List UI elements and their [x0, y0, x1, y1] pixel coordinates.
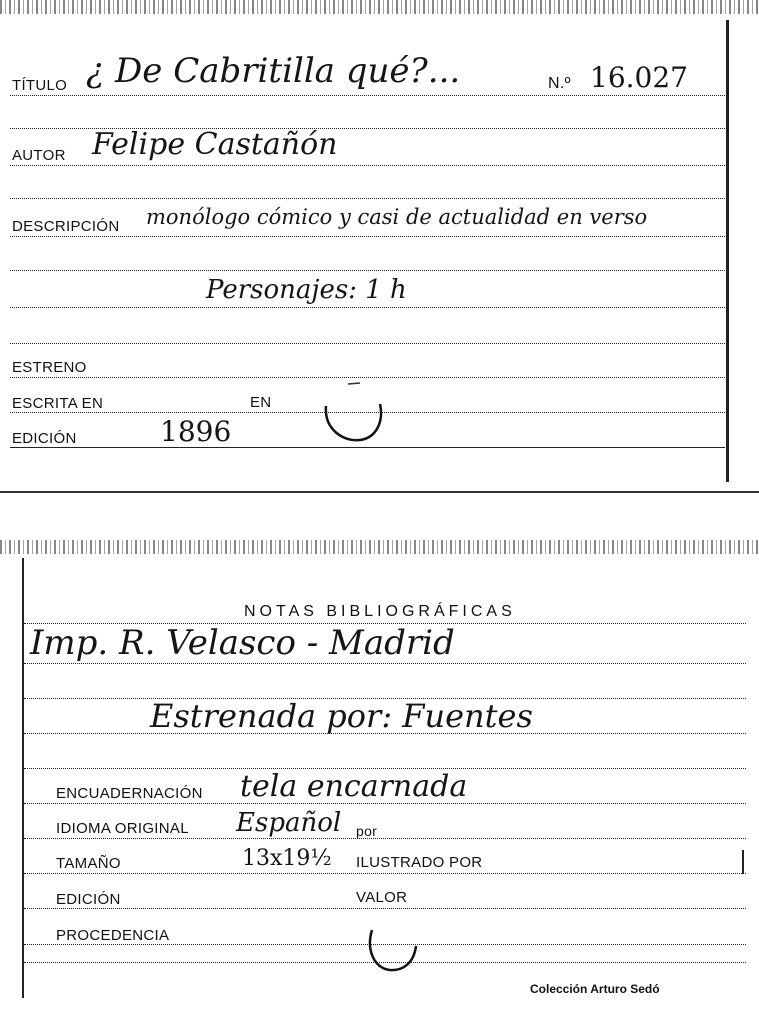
- encuadernacion-label: ENCUADERNACIÓN: [56, 785, 203, 802]
- card-left-border: [22, 558, 24, 998]
- edicion-label: EDICIÓN: [12, 430, 77, 447]
- notas-bibliograficas-heading: NOTAS BIBLIOGRÁFICAS: [244, 603, 516, 620]
- numero-label: N.º: [548, 75, 571, 92]
- titulo-value: ¿ De Cabritilla qué?...: [86, 51, 461, 91]
- coleccion-footer: Colección Arturo Sedó: [530, 982, 660, 996]
- catalog-card-bottom: [0, 540, 759, 1028]
- notes-rule-2: [24, 663, 746, 664]
- numero-value: 16.027: [590, 61, 688, 94]
- rule-2: [10, 198, 725, 199]
- tamano-rule: [24, 873, 746, 874]
- note-estrenada: Estrenada por: Fuentes: [150, 697, 533, 735]
- edicion-rule: [10, 447, 725, 448]
- stamp-mark-bottom: [364, 924, 420, 974]
- en-label: EN: [250, 394, 272, 411]
- tamano-value: 13x19½: [242, 846, 332, 871]
- estreno-label: ESTRENO: [12, 359, 87, 376]
- card-bottom-edge: [0, 540, 759, 554]
- edicion-bottom-label: EDICIÓN: [56, 891, 121, 908]
- titulo-label: TÍTULO: [12, 77, 68, 94]
- idioma-rule: [24, 838, 746, 839]
- descripcion-label: DESCRIPCIÓN: [12, 218, 120, 235]
- card-top-edge: [0, 0, 759, 14]
- titulo-rule: [10, 95, 725, 96]
- catalog-card-top: [0, 0, 759, 495]
- tamano-right-tick: [742, 850, 744, 874]
- estreno-rule: [10, 377, 725, 378]
- ilustrado-por-label: ILUSTRADO POR: [356, 854, 483, 871]
- notes-rule-4: [24, 733, 746, 734]
- rule-3: [10, 270, 725, 271]
- idioma-original-label: IDIOMA ORIGINAL: [56, 820, 189, 837]
- personajes-value: Personajes: 1 h: [206, 275, 407, 305]
- card-separator: [0, 491, 759, 493]
- idioma-original-value: Español: [236, 808, 342, 838]
- edicion-value: 1896: [160, 415, 232, 448]
- stamp-mark: [320, 380, 386, 444]
- procedencia-label: PROCEDENCIA: [56, 927, 170, 944]
- rule-4: [10, 307, 725, 308]
- autor-label: AUTOR: [12, 147, 66, 164]
- descripcion-rule: [10, 236, 725, 237]
- tamano-label: TAMAÑO: [56, 855, 121, 872]
- encuadernacion-value: tela encarnada: [240, 769, 468, 804]
- rule-5: [10, 343, 725, 344]
- note-imprenta: Imp. R. Velasco - Madrid: [30, 623, 455, 663]
- escrita-en-label: ESCRITA EN: [12, 395, 104, 412]
- descripcion-value: monólogo cómico y casi de actualidad en verso: [146, 205, 648, 229]
- valor-label: VALOR: [356, 889, 408, 906]
- card-right-border: [726, 20, 729, 482]
- por-label: por: [356, 823, 378, 839]
- encuadernacion-rule: [24, 803, 746, 804]
- autor-value: Felipe Castañón: [92, 127, 338, 162]
- edicion-bottom-rule: [24, 908, 746, 909]
- autor-rule: [10, 165, 725, 166]
